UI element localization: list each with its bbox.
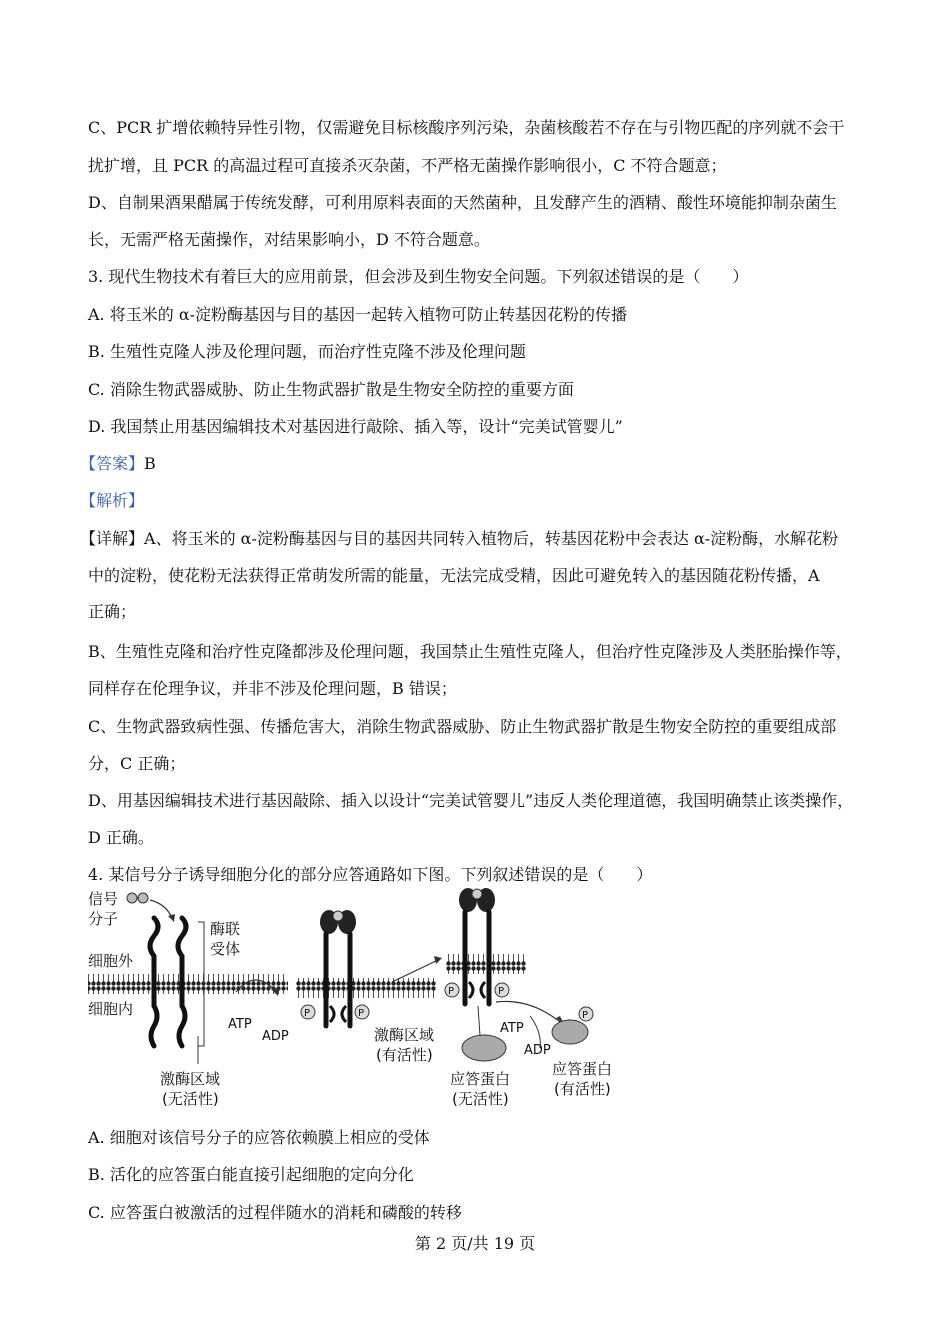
response-active-label: (有活性) bbox=[554, 1080, 611, 1098]
question-3-option-c: C. 消除生物武器威胁、防止生物武器扩散是生物安全防控的重要方面 bbox=[88, 380, 574, 399]
detail-tag: 【详解】 bbox=[80, 529, 145, 548]
phosphate-label: P bbox=[304, 1008, 311, 1019]
response-active-label: 应答蛋白 bbox=[552, 1060, 613, 1078]
inside-label: 细胞内 bbox=[88, 1000, 134, 1018]
detail-line: D 正确。 bbox=[88, 828, 154, 847]
phosphate-label: P bbox=[448, 986, 455, 997]
analysis-tag: 【解析】 bbox=[80, 491, 145, 510]
detail-line: 正确； bbox=[88, 602, 137, 621]
answer-value: B bbox=[144, 454, 156, 473]
answer-line bbox=[80, 454, 156, 474]
response-protein-active bbox=[552, 1020, 588, 1044]
atp-label: ATP bbox=[228, 1017, 252, 1032]
signal-molecule bbox=[127, 893, 137, 903]
receptor-label: 酶联 bbox=[210, 920, 241, 938]
phosphate-label: P bbox=[582, 1010, 589, 1021]
text-line: D、自制果酒果醋属于传统发酵，可利用原料表面的天然菌种，且发酵产生的酒精、酸性环境能抑制杂菌生 bbox=[88, 193, 837, 212]
detail-line: 分，C 正确； bbox=[88, 754, 186, 773]
page-footer: 第 2 页/共 19 页 bbox=[414, 1234, 536, 1253]
question-4-option-b: B. 活化的应答蛋白能直接引起细胞的定向分化 bbox=[88, 1165, 414, 1184]
text-line: C、PCR 扩增依赖特异性引物，仅需避免目标核酸序列污染，杂菌核酸若不存在与引物匹配的序列就不会干 bbox=[88, 118, 845, 137]
response-inactive-label: (无活性) bbox=[452, 1090, 509, 1108]
signal-molecule bbox=[138, 893, 148, 903]
response-inactive-label: 应答蛋白 bbox=[450, 1070, 511, 1088]
outside-label: 细胞外 bbox=[88, 952, 134, 970]
kinase-inactive-label: (无活性) bbox=[162, 1090, 219, 1108]
detail-line: 【详解】A、将玉米的 α-淀粉酶基因与目的基因共同转入植物后，转基因花粉中会表达 α-淀粉酶，水解花粉 bbox=[80, 529, 839, 548]
kinase-active-label: (有活性) bbox=[376, 1046, 433, 1064]
question-4-option-c: C. 应答蛋白被激活的过程伴随水的消耗和磷酸的转移 bbox=[88, 1203, 462, 1222]
receptor-label: 受体 bbox=[210, 940, 241, 958]
kinase-inactive-label: 激酶区域 bbox=[160, 1070, 221, 1088]
membrane-segment bbox=[88, 974, 288, 994]
question-4-stem: 4. 某信号分子诱导细胞分化的部分应答通路如下图。下列叙述错误的是（ ） bbox=[88, 865, 653, 884]
enzyme-linked-receptor-active bbox=[320, 910, 356, 1026]
question-3-option-a: A. 将玉米的 α-淀粉酶基因与目的基因一起转入植物可防止转基因花粉的传播 bbox=[88, 305, 628, 324]
binding-arrow bbox=[150, 900, 172, 918]
text-line: 长，无需严格无菌操作，对结果影响小，D 不符合题意。 bbox=[88, 230, 490, 249]
response-protein-inactive bbox=[462, 1035, 506, 1061]
detail-line: 中的淀粉，使花粉无法获得正常萌发所需的能量，无法完成受精，因此可避免转入的基因随花粉传播，A bbox=[88, 566, 820, 585]
atp-label: ATP bbox=[500, 1021, 524, 1036]
answer-tag: 【答案】 bbox=[80, 454, 145, 473]
adp-label: ADP bbox=[524, 1043, 551, 1058]
detail-line: C、生物武器致病性强、传播危害大，消除生物武器威胁、防止生物武器扩散是生物安全防控的重要组成部 bbox=[88, 717, 837, 736]
detail-line: D、用基因编辑技术进行基因敲除、插入以设计“完美试管婴儿”违反人类伦理道德，我国明确禁止该类操作， bbox=[88, 791, 854, 810]
membrane-segment bbox=[446, 954, 526, 974]
atp-adp-arrow bbox=[496, 1001, 560, 1022]
kinase-active-label: 激酶区域 bbox=[374, 1026, 435, 1044]
question-3-option-d: D. 我国禁止用基因编辑技术对基因进行敲除、插入等，设计“完美试管婴儿” bbox=[88, 417, 623, 436]
detail-line: B、生殖性克隆和治疗性克隆都涉及伦理问题，我国禁止生殖性克隆人，但治疗性克隆涉及人类胚胎操作等， bbox=[88, 642, 852, 661]
signal-pathway-figure bbox=[86, 886, 626, 1116]
question-3-stem: 3. 现代生物技术有着巨大的应用前景，但会涉及到生物安全问题。下列叙述错误的是（ ） bbox=[88, 267, 749, 286]
enzyme-linked-receptor-phosphorylated bbox=[459, 888, 495, 1004]
question-3-option-b: B. 生殖性克隆人涉及伦理问题，而治疗性克隆不涉及伦理问题 bbox=[88, 342, 526, 361]
phosphate-label: P bbox=[358, 1008, 365, 1019]
adp-label: ADP bbox=[262, 1029, 289, 1044]
membrane-segment bbox=[296, 978, 436, 998]
signal-molecule-label: 信号 bbox=[88, 890, 119, 908]
detail-line: 同样存在伦理争议，并非不涉及伦理问题，B 错误； bbox=[88, 679, 457, 698]
text-line: 扰扩增，且 PCR 的高温过程可直接杀灭杂菌，不严格无菌操作影响很小，C 不符合题意； bbox=[88, 156, 727, 175]
phosphate-label: P bbox=[498, 986, 505, 997]
question-4-option-a: A. 细胞对该信号分子的应答依赖膜上相应的受体 bbox=[88, 1128, 430, 1147]
signal-molecule-label: 分子 bbox=[88, 910, 119, 928]
